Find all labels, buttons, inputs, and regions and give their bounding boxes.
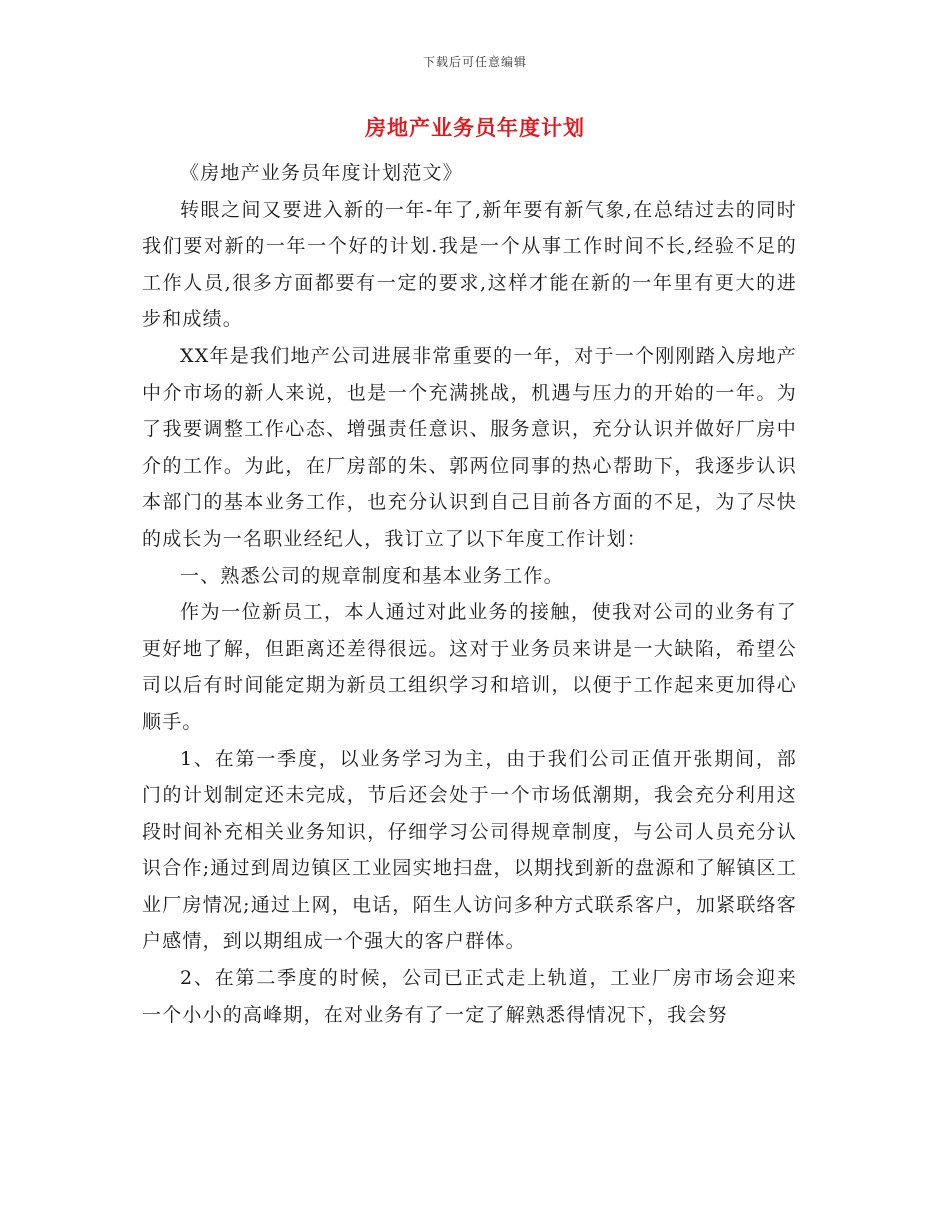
paragraph: 转眼之间又要进入新的一年-年了,新年要有新气象,在总结过去的同时我们要对新的一年一个好的计划.我是一个从事工作时间不长,经验不足的工作人员,很多方面都要有一定的要求,这样才能在新的一年里有更大的进步和成绩。 — [142, 198, 797, 331]
paragraph: 作为一位新员工，本人通过对此业务的接触，使我对公司的业务有了更好地了解，但距离还差得很远。这对于业务员来讲是一大缺陷，希望公司以后有时间能定期为新员工组织学习和培训，以便于工作起来更加得心顺手。 — [142, 601, 797, 733]
header-note: 下载后可任意编辑 — [422, 55, 527, 69]
document-body — [142, 155, 797, 1033]
document-title: 房地产业务员年度计划 — [365, 115, 585, 140]
paragraph: 1、在第一季度，以业务学习为主，由于我们公司正值开张期间，部门的计划制定还未完成，节后还会处于一个市场低潮期，我会充分利用这段时间补充相关业务知识，仔细学习公司得规章制度，与公司人员充分认识合作;通过到周边镇区工业园实地扫盘，以期找到新的盘源和了解镇区工业厂房情况;通过上网，电话，陌生人访问多种方式联系客户，加紧联络客户感情，到以期组成一个强大的客户群体。 — [142, 747, 797, 953]
paragraph: XX年是我们地产公司进展非常重要的一年，对于一个刚刚踏入房地产中介市场的新人来说，也是一个充满挑战，机遇与压力的开始的一年。为了我要调整工作心态、增强责任意识、服务意识，充分认识并做好厂房中介的工作。为此，在厂房部的朱、郭两位同事的热心帮助下，我逐步认识本部门的基本业务工作，也充分认识到自己目前各方面的不足，为了尽快的成长为一名职业经纪人，我订立了以下年度工作计划： — [142, 344, 797, 550]
paragraph-subtitle: 《房地产业务员年度计划范文》 — [180, 162, 463, 184]
section-heading: 一、熟悉公司的规章制度和基本业务工作。 — [180, 564, 564, 587]
paragraph: 2、在第二季度的时候，公司已正式走上轨道，工业厂房市场会迎来一个小小的高峰期，在对业务有了一定了解熟悉得情况下，我会努 — [142, 967, 797, 1026]
